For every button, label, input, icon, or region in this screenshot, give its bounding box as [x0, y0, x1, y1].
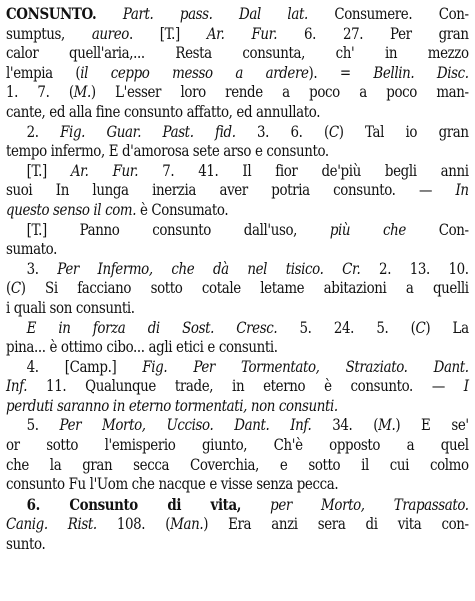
entry-text-segment: ( [6, 279, 11, 298]
entry-text-segment: consunto Fu l'Uom che nacque e visse senza pecca. [6, 475, 339, 494]
entry-text-segment: ) Tal io gran [338, 122, 469, 141]
entry-text-segment: ) Era anzi sera di vita con- [203, 515, 469, 534]
entry-line [6, 103, 469, 123]
entry-line [6, 456, 469, 476]
entry-text-segment: Ar. Fur. [70, 161, 139, 180]
entry-line [6, 299, 469, 319]
entry-text-segment: M. [378, 416, 396, 435]
entry-text-segment: l'empia ( [6, 63, 81, 82]
entry-text-segment: Per Infermo, che dà nel tisico. Cr. [57, 259, 361, 278]
entry-text-segment: per Morto, Trapassato. [270, 495, 469, 514]
entry-text-segment: C [328, 122, 339, 141]
entry-text-segment: 108. ( [96, 515, 171, 534]
entry-line [6, 44, 469, 64]
entry-text-segment: 1. 7. ( [6, 83, 74, 102]
entry-text-segment: 7. 41. Il fior de'più begli anni [138, 161, 469, 180]
entry-text-segment: Part. pass. Dal lat. [122, 5, 308, 23]
entry-line [6, 535, 469, 555]
entry-line [6, 240, 469, 260]
entry-line [6, 25, 469, 45]
entry-text-segment: ). = [308, 63, 374, 82]
entry-line [6, 377, 469, 397]
entry-line [6, 83, 469, 103]
entry-text-segment: pina... è ottimo cibo... agli etici e consunti. [6, 338, 278, 357]
entry-text-segment: M. [73, 83, 91, 102]
entry-text-segment: sumptus, [6, 24, 92, 43]
entry-text-segment: tempo infermo, E d'amorosa sete arso e consunto. [6, 142, 329, 161]
entry-text-segment: che la gran secca Coverchia, e sotto il cui colmo [6, 455, 469, 474]
entry-text-segment: Inf. [6, 377, 28, 396]
entry-text-segment: il ceppo messo a ardere [80, 63, 309, 82]
entry-line [6, 201, 469, 221]
entry-text-segment: Man. [170, 515, 204, 534]
entry-line [6, 495, 469, 516]
entry-text-segment: ) La [425, 318, 469, 337]
entry-text-segment: calor quell'aria,... Resta consunta, ch' in mezzo [6, 44, 469, 63]
entry-text [6, 4, 469, 555]
entry-text-segment: aureo [91, 24, 129, 43]
entry-text-segment: C [415, 318, 426, 337]
entry-text-segment: ) Si facciano sotto cotale letame abitazioni a quelli [20, 279, 469, 298]
entry-text-segment: Canig. Rist. [6, 515, 97, 534]
entry-line [6, 123, 469, 143]
entry-text-segment: [T.] [26, 161, 71, 180]
entry-text-segment: 6. Consunto di vita, [26, 494, 242, 514]
entry-text-segment: 34. ( [311, 416, 379, 435]
entry-line [6, 436, 469, 456]
entry-line [6, 358, 469, 378]
entry-text-segment: i quali son consunti. [6, 298, 135, 317]
entry-line [6, 260, 469, 280]
entry-text-segment: ) E se' [395, 416, 469, 435]
entry-text-segment: Fig. Guar. Past. fid. [60, 122, 236, 141]
entry-text-segment: E in forza di Sost. Cresc. [26, 318, 278, 337]
entry-text-segment: In [455, 181, 469, 200]
entry-text-segment: 5. 24. 5. ( [277, 318, 416, 337]
entry-line [6, 397, 469, 417]
entry-line [6, 279, 469, 299]
entry-text-segment: CONSUNTO. [6, 4, 97, 23]
entry-text-segment: è Consumato. [136, 200, 229, 219]
entry-line [6, 64, 469, 84]
entry-text-segment: 6. 27. Per gran [277, 24, 469, 43]
entry-text-segment: Con- [405, 220, 469, 239]
entry-text-segment: più che [329, 220, 406, 239]
entry-line [6, 181, 469, 201]
entry-text-segment: Consumere. Con- [307, 5, 469, 23]
entry-line [6, 515, 469, 535]
entry-text-segment: I [463, 377, 469, 396]
dictionary-entry-consunto [6, 4, 469, 555]
entry-text-segment: cante, ed alla fine consunto affatto, ed annullato. [6, 102, 321, 121]
entry-line [6, 416, 469, 436]
entry-line [6, 319, 469, 339]
entry-line [6, 4, 469, 25]
entry-text-segment: Bellin. Disc. [373, 63, 469, 82]
entry-text-segment [241, 496, 270, 514]
entry-text-segment: sunto. [6, 535, 46, 554]
entry-text-segment: 5. [26, 416, 60, 435]
entry-text-segment: 2. [26, 122, 61, 141]
entry-text-segment [96, 5, 123, 23]
entry-text-segment: C [10, 279, 21, 298]
entry-line [6, 142, 469, 162]
entry-text-segment: 3. 6. ( [235, 122, 329, 141]
entry-text-segment: Fig. Per Tormentato, Straziato. Dant. [142, 357, 469, 376]
entry-line [6, 475, 469, 495]
entry-text-segment: Ar. Fur. [206, 24, 278, 43]
entry-text-segment: . [T.] [128, 24, 207, 43]
entry-text-segment: Per Morto, Ucciso. Dant. Inf. [59, 416, 312, 435]
entry-text-segment: 3. [26, 259, 58, 278]
entry-text-segment: or sotto l'emisperio giunto, Ch'è opposto a quel [6, 436, 469, 455]
entry-text-segment: 2. 13. 10. [360, 259, 469, 278]
entry-line [6, 162, 469, 182]
entry-text-segment: ) L'esser loro rende a poco a poco man- [90, 83, 469, 102]
entry-text-segment: 4. [Camp.] [26, 357, 143, 376]
entry-text-segment: 11. Qualunque trade, in eterno è consunto. — [27, 377, 464, 396]
entry-line [6, 221, 469, 241]
entry-text-segment: perduti saranno in eterno tormentati, non consunti. [6, 396, 338, 415]
entry-text-segment: [T.] Panno consunto dall'uso, [26, 220, 330, 239]
entry-line [6, 338, 469, 358]
entry-text-segment: suoi In lunga inerzia aver potria consunto. — [6, 181, 456, 200]
entry-text-segment: questo senso il com. [6, 200, 137, 219]
entry-text-segment: sumato. [6, 240, 58, 259]
